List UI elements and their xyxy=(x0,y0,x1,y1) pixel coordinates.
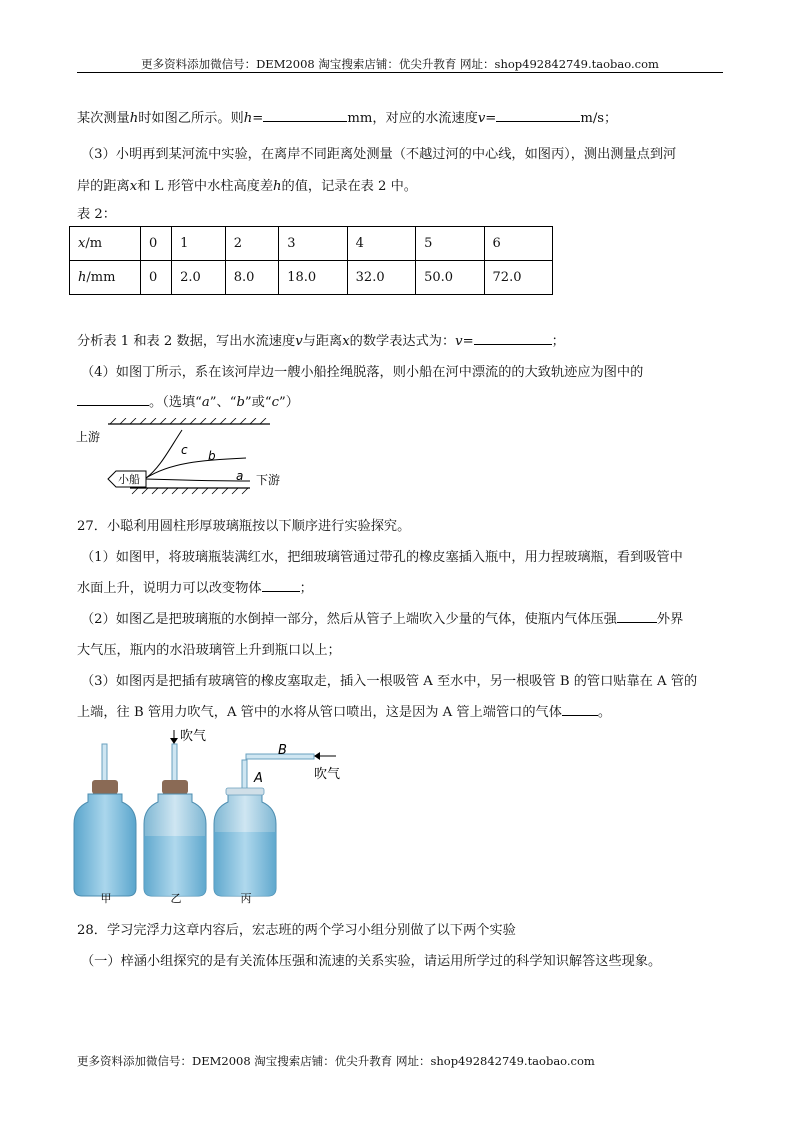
rubber-stopper xyxy=(92,780,118,794)
bottle-jia xyxy=(74,744,136,896)
var-v: v xyxy=(477,111,486,126)
trajectory-b xyxy=(146,458,246,478)
var-v: v xyxy=(295,334,303,349)
table-cell: 5 xyxy=(416,227,484,261)
text: = xyxy=(462,334,474,349)
table-cell: 0 xyxy=(141,227,172,261)
option-c: c xyxy=(271,395,279,410)
table-title: 表 2： xyxy=(77,207,116,222)
table-cell: 2.0 xyxy=(172,261,226,295)
water-level xyxy=(214,832,276,896)
bottle-mouth xyxy=(226,788,264,795)
answer-blank[interactable] xyxy=(496,109,580,122)
q26-part4-line2 xyxy=(77,391,299,410)
q26-part4-line1: （4）如图丁所示，系在该河岸边一艘小船拴绳脱落，则小船在河中漂流的的大致轨迹应为图中的 xyxy=(81,365,644,380)
arrow-head-icon xyxy=(314,752,320,760)
table-cell: 3 xyxy=(279,227,347,261)
unit: /m xyxy=(85,236,103,251)
q28-part1: （一）梓涵小组探究的是有关流体压强和流速的关系实验，请运用所学过的科学知识解答这些现象。 xyxy=(81,954,662,969)
var-x: x xyxy=(78,236,86,251)
text: ”或“ xyxy=(244,395,272,410)
table-cell: 18.0 xyxy=(279,261,347,295)
var-x: x xyxy=(129,179,138,194)
answer-blank[interactable] xyxy=(617,610,657,623)
text: 分析表 1 和表 2 数据，写出水流速度 xyxy=(77,334,296,349)
answer-blank[interactable] xyxy=(263,109,347,122)
blow-label-2: 吹气 xyxy=(314,767,341,782)
table-cell: 32.0 xyxy=(347,261,415,295)
table-cell: 72.0 xyxy=(484,261,552,295)
table-cell: 50.0 xyxy=(416,261,484,295)
text: 岸的距离 xyxy=(77,179,130,194)
text: 。 xyxy=(597,705,612,720)
q28-title: 28．学习完浮力这章内容后，宏志班的两个学习小组分别做了以下两个实验 xyxy=(77,923,516,938)
text: 上端，往 B 管用力吹气，A 管中的水将从管口喷出，这是因为 A 管上端管口的气体 xyxy=(77,705,562,720)
q26-part3-line2 xyxy=(77,175,417,194)
q26-measure-line xyxy=(77,107,617,126)
text: 和 L 形管中水柱高度差 xyxy=(137,179,274,194)
caption-jia: 甲 xyxy=(100,892,112,904)
text: ”） xyxy=(278,395,299,410)
table-cell: 0 xyxy=(141,261,172,295)
unit: /mm xyxy=(86,270,116,285)
text: ”、“ xyxy=(209,395,237,410)
q27-part3-line1: （3）如图丙是把插有玻璃管的橡皮塞取走，插入一根吸管 A 至水中，另一根吸管 B 的管口贴靠在 A 管的 xyxy=(81,674,698,689)
text: m/s； xyxy=(580,111,618,126)
boat-label: 小船 xyxy=(118,473,140,486)
var-v: v xyxy=(455,334,463,349)
caption-yi: 乙 xyxy=(170,892,182,904)
text: = xyxy=(485,111,497,126)
table-cell: 8.0 xyxy=(225,261,279,295)
row-header xyxy=(70,261,141,295)
q26-part3-line1: （3）小明再到某河流中实验，在离岸不同距离处测量（不越过河的中心线，如图丙），测出测量点到河 xyxy=(81,147,677,162)
option-b: b xyxy=(236,395,245,410)
text: mm，对应的水流速度 xyxy=(347,111,478,126)
option-a: a xyxy=(201,395,210,410)
upper-bank-hatch xyxy=(110,418,266,424)
downstream-label: 下游 xyxy=(256,473,281,487)
q26-analysis-line xyxy=(77,330,565,349)
q27-part2-line2: 大气压，瓶内的水沿玻璃管上升到瓶口以上； xyxy=(77,643,341,658)
page-footer: 更多资料添加微信号：DEM2008 淘宝搜索店铺：优尖升教育 网址：shop492842749.taobao.com xyxy=(77,1054,595,1068)
label-A: A xyxy=(254,771,263,786)
answer-blank[interactable] xyxy=(562,703,598,716)
answer-blank[interactable] xyxy=(474,332,552,345)
table-2 xyxy=(69,226,553,295)
text: = xyxy=(252,111,264,126)
text: 与距离 xyxy=(302,334,343,349)
answer-blank[interactable] xyxy=(262,579,300,592)
q27-part3-line2 xyxy=(77,701,611,720)
var-h: h xyxy=(273,179,282,194)
q27-part1-line1: （1）如图甲，将玻璃瓶装满红水，把细玻璃管通过带孔的橡皮塞插入瓶中，用力捏玻璃瓶，看到吸管中 xyxy=(81,550,683,565)
label-B: B xyxy=(278,743,287,758)
var-h: h xyxy=(78,270,87,285)
water-level xyxy=(144,836,206,896)
q27-part1-line2 xyxy=(77,577,313,596)
table-cell: 2 xyxy=(225,227,279,261)
table-cell: 1 xyxy=(172,227,226,261)
row-header xyxy=(70,227,141,261)
text: 外界 xyxy=(656,612,684,627)
var-x: x xyxy=(342,334,350,349)
arrow-head-icon xyxy=(170,738,178,744)
text: 某次测量 xyxy=(77,111,130,126)
table-row xyxy=(70,261,553,295)
table-row xyxy=(70,227,553,261)
lower-bank-hatch xyxy=(132,488,248,494)
text: 。（选填“ xyxy=(149,395,202,410)
header-rule xyxy=(77,72,723,73)
text: 时如图乙所示。则 xyxy=(138,111,244,126)
label-b: b xyxy=(208,449,216,463)
table-cell: 4 xyxy=(347,227,415,261)
trajectory-a xyxy=(146,479,250,481)
text: （2）如图乙是把玻璃瓶的水倒掉一部分，然后从管子上端吹入少量的气体，使瓶内气体压强 xyxy=(81,612,617,627)
rubber-stopper xyxy=(162,780,188,794)
caption-bing: 丙 xyxy=(240,892,252,904)
river-figure xyxy=(70,418,290,498)
var-h: h xyxy=(243,111,253,126)
upstream-label: 上游 xyxy=(76,430,101,444)
table-cell: 6 xyxy=(484,227,552,261)
label-c: c xyxy=(181,443,188,457)
bottle-yi xyxy=(144,729,206,896)
text: 的数学表达式为： xyxy=(349,334,456,349)
bottle-bing xyxy=(214,743,340,896)
text: 的值，记录在表 2 中。 xyxy=(281,179,417,194)
page-header: 更多资料添加微信号：DEM2008 淘宝搜索店铺：优尖升教育 网址：shop492842749.taobao.com xyxy=(141,57,659,71)
answer-blank[interactable] xyxy=(77,393,149,406)
text: ； xyxy=(299,581,313,596)
trajectory-c xyxy=(146,430,182,478)
blow-label-1: 吹气 xyxy=(180,729,207,744)
q27-part2-line1 xyxy=(81,608,683,627)
text: 水面上升，说明力可以改变物体 xyxy=(77,581,262,596)
bottle-figure xyxy=(70,724,390,904)
text: ； xyxy=(551,334,565,349)
var-h: h xyxy=(129,111,139,126)
label-a: a xyxy=(236,469,244,483)
bottle-body xyxy=(74,794,136,896)
q27-title: 27．小聪利用圆柱形厚玻璃瓶按以下顺序进行实验探究。 xyxy=(77,519,411,534)
